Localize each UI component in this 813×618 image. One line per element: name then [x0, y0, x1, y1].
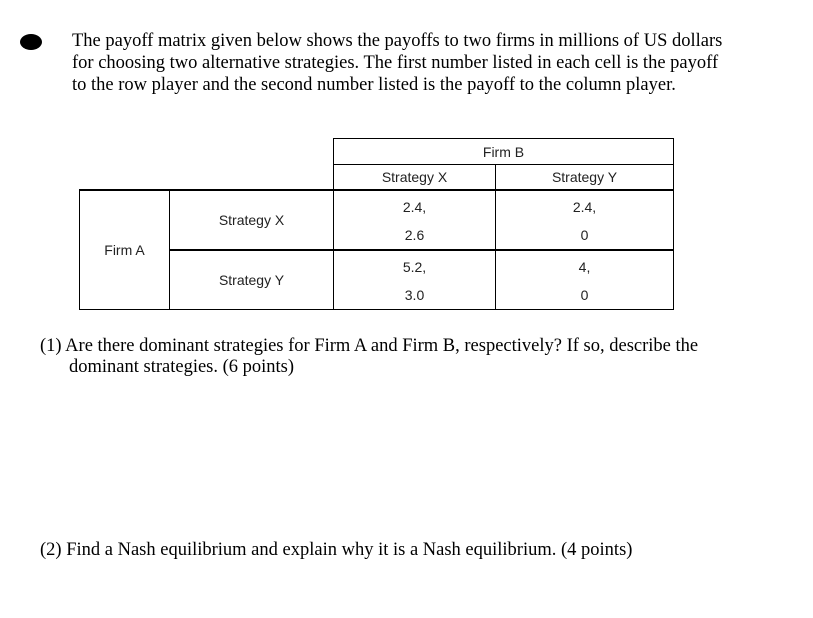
payoff-cell [334, 190, 496, 250]
payoff-firm-a: 2.4, [402, 199, 427, 215]
row-player-label: Firm A [80, 190, 170, 310]
problem-line: The payoff matrix given below shows the payoffs to two firms in millions of US dollars [72, 31, 723, 51]
payoff-cell [496, 250, 674, 310]
row-header-strategy-x: Strategy X [170, 190, 334, 250]
column-player-label: Firm B [334, 139, 674, 165]
problem-statement [72, 30, 772, 96]
payoff-firm-a: 5.2, [402, 259, 427, 275]
question-1-line-1: (1) Are there dominant strategies for Firm A and Firm B, respectively? If so, describe the [40, 336, 699, 356]
payoff-cell [334, 250, 496, 310]
payoff-firm-b: 0 [580, 287, 589, 303]
question-1-line-2: dominant strategies. (6 points) [69, 357, 295, 377]
payoff-firm-b: 3.0 [404, 287, 425, 303]
bullet-icon [20, 34, 42, 50]
col-header-strategy-x: Strategy X [334, 165, 496, 191]
question-2: (2) Find a Nash equilibrium and explain why it is a Nash equilibrium. (4 points) [40, 540, 633, 560]
payoff-firm-b: 0 [580, 227, 589, 243]
payoff-firm-a: 4, [578, 259, 591, 275]
payoff-matrix [79, 138, 674, 310]
payoff-cell [496, 190, 674, 250]
row-header-strategy-y: Strategy Y [170, 250, 334, 310]
problem-line: to the row player and the second number listed is the payoff to the column player. [72, 75, 676, 95]
col-header-strategy-y: Strategy Y [496, 165, 674, 191]
problem-line: for choosing two alternative strategies. The first number listed in each cell is the payoff [72, 53, 719, 73]
question-1 [40, 336, 780, 378]
payoff-firm-b: 2.6 [404, 227, 425, 243]
payoff-firm-a: 2.4, [572, 199, 597, 215]
